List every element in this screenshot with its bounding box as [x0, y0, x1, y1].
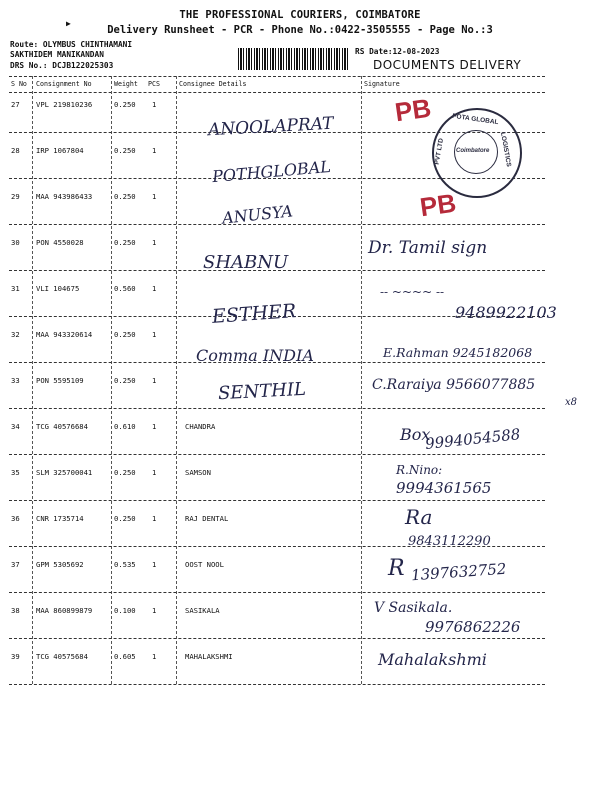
signature: R.Nino:: [396, 463, 443, 477]
cell-weight: 0.560: [114, 284, 136, 293]
pb-signature: PB: [418, 187, 458, 223]
cell-sno: 38: [11, 606, 20, 615]
cell-sno: 28: [11, 146, 20, 155]
rs-date: RS Date:12-08-2023: [355, 47, 440, 56]
cell-consignment: MAA 860899879: [36, 606, 93, 615]
cell-sno: 36: [11, 514, 20, 523]
cell-pcs: 1: [152, 192, 157, 201]
cell-sno: 31: [11, 284, 20, 293]
cell-sno: 39: [11, 652, 20, 661]
signature: C.Raraiya 9566077885: [372, 377, 536, 393]
cell-consignee: OOST NOOL: [185, 560, 224, 569]
company-title: THE PROFESSIONAL COURIERS, COIMBATORE: [179, 9, 421, 21]
row-divider: [9, 224, 545, 225]
cell-consignee: MAHALAKSHMI: [185, 652, 233, 661]
cell-pcs: 1: [152, 100, 157, 109]
cell-consignment: MAA 943986433: [36, 192, 93, 201]
cell-weight: 0.250: [114, 468, 136, 477]
cell-consignment: VLI 104675: [36, 284, 80, 293]
cell-pcs: 1: [152, 514, 157, 523]
cell-sno: 34: [11, 422, 20, 431]
cell-pcs: 1: [152, 560, 157, 569]
col-weight: Weight: [114, 80, 138, 88]
col-consignee: Consignee Details: [179, 80, 247, 88]
company-stamp: [432, 108, 522, 198]
cell-weight: 0.250: [114, 238, 136, 247]
handwritten-name: POTHGLOBAL: [211, 156, 332, 187]
cell-consignment: TCG 40576684: [36, 422, 88, 431]
cell-consignment: GPM 5305692: [36, 560, 84, 569]
drs-number: DRS No.: DCJB122025303: [10, 61, 114, 70]
cell-weight: 0.535: [114, 560, 136, 569]
cell-pcs: 1: [152, 146, 157, 155]
signature-phone: 9976862226: [425, 618, 521, 636]
cell-weight: 0.100: [114, 606, 136, 615]
row-divider: [9, 592, 545, 593]
handwritten-name: ESTHER: [211, 300, 297, 328]
runsheet-subtitle: Delivery Runsheet - PCR - Phone No.:0422-3505555 - Page No.:3: [107, 24, 493, 36]
cell-sno: 32: [11, 330, 20, 339]
cell-sno: 35: [11, 468, 20, 477]
cell-weight: 0.250: [114, 146, 136, 155]
table-top-border: [9, 76, 545, 77]
handwritten-name: ANOOLAPRAT: [207, 113, 334, 141]
cell-consignee: CHANDRA: [185, 422, 216, 431]
handwritten-name: SENTHIL: [217, 378, 307, 405]
cell-weight: 0.250: [114, 100, 136, 109]
header-bottom-border: [9, 92, 545, 93]
signature-phone: 9994054588: [424, 425, 522, 453]
row-divider: [9, 638, 545, 639]
handwritten-name: Comma INDIA: [196, 346, 314, 365]
cell-sno: 37: [11, 560, 20, 569]
cell-consignment: PON 4550028: [36, 238, 84, 247]
cell-pcs: 1: [152, 238, 157, 247]
stamp-text: POTA GLOBAL: [451, 112, 499, 127]
cell-consignee: RAJ DENTAL: [185, 514, 229, 523]
cell-consignment: IRP 1067804: [36, 146, 84, 155]
cell-pcs: 1: [152, 422, 157, 431]
handwritten-name: SHABNU: [203, 252, 289, 273]
row-divider: [9, 408, 545, 409]
cell-consignment: PON 5595109: [36, 376, 84, 385]
signature-scribble: Ra: [405, 505, 433, 529]
cell-pcs: 1: [152, 652, 157, 661]
barcode: [238, 48, 350, 70]
stamp-text: LOGISTICS: [499, 131, 513, 168]
cell-weight: 0.605: [114, 652, 136, 661]
cell-sno: 33: [11, 376, 20, 385]
stamp-text: PVT LTD: [433, 137, 446, 166]
cell-consignment: SLM 325700041: [36, 468, 93, 477]
cell-weight: 0.250: [114, 376, 136, 385]
cell-sno: 30: [11, 238, 20, 247]
signature-scribble: R: [388, 556, 405, 581]
cell-weight: 0.610: [114, 422, 136, 431]
route-label: Route: OLYMBUS CHINTHAMANI: [10, 40, 133, 49]
cell-pcs: 1: [152, 330, 157, 339]
pb-signature: PB: [393, 92, 433, 128]
signature-phone: 9994361565: [396, 479, 492, 497]
col-signature: Signature: [364, 80, 400, 88]
cell-pcs: 1: [152, 606, 157, 615]
row-divider: [9, 684, 545, 685]
row-divider: [9, 500, 545, 501]
stamp-text: Coimbatore: [456, 148, 490, 154]
cell-pcs: 1: [152, 376, 157, 385]
cell-pcs: 1: [152, 468, 157, 477]
signature: Dr. Tamil sign: [368, 238, 488, 258]
cell-consignee: SAMSON: [185, 468, 211, 477]
cell-consignment: CNR 1735714: [36, 514, 84, 523]
staff-label: SAKTHIDEM MANIKANDAN: [10, 50, 104, 59]
cell-weight: 0.250: [114, 514, 136, 523]
cell-sno: 27: [11, 100, 20, 109]
col-consignment: Consignment No: [36, 80, 92, 88]
cell-consignment: MAA 943320614: [36, 330, 93, 339]
cell-sno: 29: [11, 192, 20, 201]
cell-consignment: TCG 40575684: [36, 652, 88, 661]
signature-phone: 1397632752: [410, 559, 507, 585]
signature: Mahalakshmi: [378, 650, 487, 669]
cell-consignment: VPL 219810236: [36, 100, 93, 109]
signature-phone: 9489922103: [455, 303, 557, 322]
signature-scribble: -- ~~~~ --: [380, 285, 445, 299]
cell-consignee: SASIKALA: [185, 606, 220, 615]
signature-phone: 9843112290: [408, 534, 491, 549]
signature: Box: [400, 425, 431, 444]
row-divider: [9, 454, 545, 455]
col-sno: S No: [11, 80, 27, 88]
signature: V Sasikala.: [374, 600, 453, 616]
signature-note: x8: [565, 397, 578, 408]
signature: E.Rahman 9245182068: [383, 345, 533, 360]
cell-pcs: 1: [152, 284, 157, 293]
cell-weight: 0.250: [114, 330, 136, 339]
col-pcs: PCS: [148, 80, 160, 88]
handwritten-name: ANUSYA: [221, 201, 294, 228]
mark-icon: ▶: [66, 19, 71, 28]
cell-weight: 0.250: [114, 192, 136, 201]
documents-delivery-label: DOCUMENTS DELIVERY: [373, 58, 522, 72]
